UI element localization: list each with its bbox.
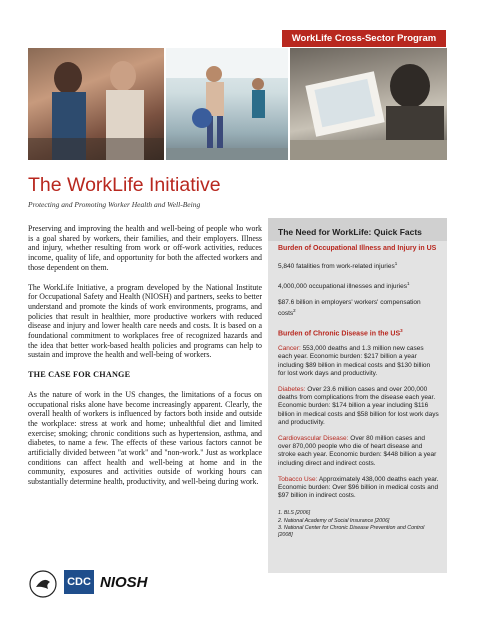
footnote: 1. BLS [2006] (278, 510, 311, 517)
fact-item: Cancer: 553,000 deaths and 1.3 million new cases each year. Economic burden: $217 billion a year including $89 billion in medical costs and $130 billion for lost work days and productivity. (278, 345, 431, 377)
footnotes (278, 510, 439, 538)
chronic-heading: Burden of Chronic Disease in the $US^3$ (278, 327, 403, 338)
photo-workers (28, 48, 164, 160)
hhs-eagle-logo (28, 570, 58, 603)
logo-strip (28, 568, 168, 606)
niosh-logo: NIOSH (100, 574, 148, 591)
quick-facts-sidebar (268, 218, 447, 573)
program-banner: WorkLife Cross-Sector Program (282, 30, 446, 47)
fact-item: Cardiovascular Disease: Over 80 million cases and over 870,000 people who die of heart disease and stroke each year. Economic burden: $448 billion a year including direct and indirect costs. (278, 435, 437, 467)
section-heading: THE CASE FOR CHANGE (28, 370, 131, 380)
case-paragraph: As the nature of work in the US changes, the limitations of a focus on occupational risks alone have become increasingly apparent. Clearly, the overall health of workers is influenced by factors both inside and outside the workplace: stress at work and home; unhealthful diet and limited exercise; smoking; chronic conditions such as hypertension, asthma, and diabetes, to name a few. The effects of these various factors cannot be artificially divided between "at work" and "non-work." Just as workplace conditions can affect health and well-being at home and in the community, exposures and activities outside of working hours can substantially determine health, productivity, and well-being during work. (28, 389, 262, 487)
main-column (28, 224, 262, 497)
fact-item: $87.6 billion in employers' workers' compensation costs$^2$ (278, 299, 421, 318)
intro-paragraph: The WorkLife Initiative, a program developed by the National Institute for Occupational Safety and Health (NIOSH) and partners, seeks to better understand and promote the kinds of work environments, programs, and policies that result in healthier, more productive workers with reduced disease and injury and lower health care needs and costs. It is based on a foundational commitment to workplaces free of recognized hazards and the idea that better work-based health policies and programs can help to sustain and improve the health and well-being of workers. (28, 282, 262, 360)
fact-item: Tobacco Use: Approximately 438,000 deaths each year. Economic burden: Over $96 billion in medical costs and $97 billion in indirect costs. (278, 475, 439, 500)
sidebar-title: The Need for WorkLife: Quick Facts (268, 218, 447, 241)
footnote: 2. National Academy of Social Insurance [2006] (278, 517, 390, 524)
intro-paragraph: Preserving and improving the health and well-being of people who work is a goal shared by workers, their families, and their employers. Illness and injury, whether resulting from work or off-work activities, reduces income, quality of life, and opportunity for both the affected workers and those dependent on them. (28, 224, 262, 272)
cdc-logo: CDC (64, 570, 94, 594)
fact-item: Diabetes: Over 23.6 million cases and over 200,000 deaths from complications from the disease each year. Economic burden: $174 billion a year including $116 billion in medical costs and $58 billion for lost work days and productivity. (278, 386, 439, 426)
photo-office-worker (290, 48, 447, 160)
page-title: The WorkLife Initiative (28, 174, 221, 196)
injury-heading: Burden of Occupational Illness and Injury in US (278, 245, 437, 253)
footnote: 3. National Center for Chronic Disease Prevention and Control [2008] (278, 525, 425, 538)
fact-item: 5,840 fatalities from work-related injuries$^1$ (278, 261, 398, 271)
fact-item: 4,000,000 occupational illnesses and injuries$^1$ (278, 280, 410, 290)
page-subtitle: Protecting and Promoting Worker Health and Well-Being (28, 200, 201, 209)
photo-exercise (166, 48, 288, 160)
